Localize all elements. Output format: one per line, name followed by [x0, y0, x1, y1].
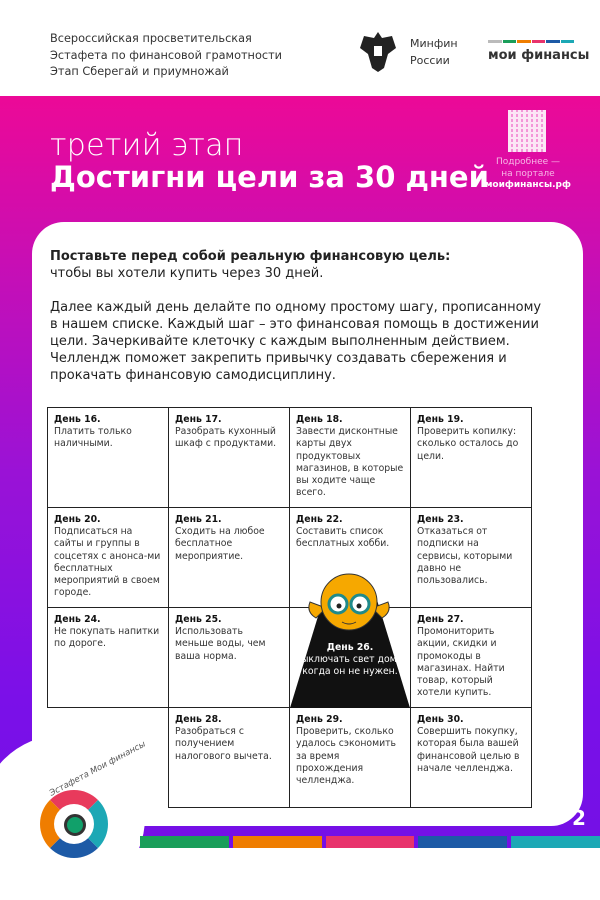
minfin-label	[410, 35, 458, 69]
intro-body: Далее каждый день делайте по одному простому шагу, прописанному в нашем списке. Каждый шаг – это финансовая помощь в достижении цели. Зачеркивайте клеточку с каждым выполненным действием. Челлендж поможет закрепить привычку создавать сбережения и прокачать финансовую самодисциплину.	[50, 300, 542, 383]
page-number: 2	[572, 806, 586, 830]
brand-bar-segment	[517, 40, 531, 43]
brand-color-bar	[488, 40, 574, 43]
day-label: День 21.	[175, 514, 222, 525]
more-text: Подробнее —	[495, 157, 561, 167]
day-cell[interactable]	[411, 608, 532, 708]
day-cell[interactable]	[48, 408, 169, 508]
color-strip	[140, 836, 600, 848]
strip-segment	[326, 836, 415, 848]
day-label: День 24.	[54, 614, 101, 625]
day-cell[interactable]	[290, 408, 411, 508]
day-label: День 28.	[175, 714, 222, 725]
day-task: Завести дисконтные карты двух продуктовых магазинов, в которые вы ходите чаще всего.	[296, 426, 404, 499]
day-label: День 29.	[296, 714, 343, 725]
day-task: Разобраться с получением налогового вычета.	[175, 726, 272, 762]
day-label: День 16.	[54, 414, 101, 425]
portal-info	[482, 157, 574, 192]
day-cell[interactable]	[411, 708, 532, 808]
day-cell[interactable]	[411, 508, 532, 608]
stage-label: третий этап	[50, 128, 244, 163]
brand-bar-segment	[503, 40, 517, 43]
org-line: Всероссийская просветительская	[50, 32, 252, 45]
day-label: День 27.	[417, 614, 464, 625]
day-cell[interactable]	[411, 408, 532, 508]
relay-logo-text: Эстафета Мои финансы	[47, 739, 148, 799]
day-cell[interactable]	[290, 708, 411, 808]
day-task: Проверить копилку: сколько осталось до цели.	[417, 426, 519, 462]
day-task: Выключать свет дома, когда он не нужен.	[294, 654, 406, 678]
strip-segment	[140, 836, 229, 848]
challenge-grid	[47, 407, 532, 808]
day-task: Сходить на любое бесплатное мероприятие.	[175, 526, 265, 562]
day-label: День 25.	[175, 614, 222, 625]
day-label: День 23.	[417, 514, 464, 525]
org-line: Этап Сберегай и приумножай	[50, 65, 229, 78]
day-task: Промониторить акции, скидки и промокоды в магазинах. Найти товар, который хотели купить.	[417, 626, 505, 699]
day-task: Совершить покупку, которая была вашей финансовой целью в начале челленджа.	[417, 726, 520, 774]
day-task: Разобрать кухонный шкаф с продуктами.	[175, 426, 277, 450]
brand-bar-segment	[561, 40, 575, 43]
day-task: Подписаться на сайты и группы в соцсетях с анонса-ми бесплатных мероприятий в своем городе.	[54, 526, 161, 599]
day-label: День 17.	[175, 414, 222, 425]
org-line: Эстафета по финансовой грамотности	[50, 48, 282, 62]
strip-segment	[418, 836, 507, 848]
day-label: День 30.	[417, 714, 464, 725]
day-cell[interactable]	[48, 508, 169, 608]
strip-segment	[233, 836, 322, 848]
organization-text	[50, 31, 282, 81]
day-cell[interactable]	[48, 608, 169, 708]
coin-icon	[64, 814, 86, 836]
qr-code-icon[interactable]	[508, 110, 546, 152]
brand-bar-segment	[546, 40, 560, 43]
intro-lead-bold: Поставьте перед собой реальную финансовую цель:	[50, 249, 451, 264]
minfin-line: Минфин	[410, 37, 458, 50]
day-cell[interactable]	[169, 608, 290, 708]
day-cell[interactable]	[169, 508, 290, 608]
more-text: на портале	[501, 168, 555, 179]
intro-lead: чтобы вы хотели купить через 30 дней.	[50, 266, 324, 281]
eagle-emblem-icon	[358, 28, 398, 74]
day-task: Отказаться от подписки на сервисы, которыми давно не пользовались.	[417, 526, 513, 587]
brand-bar-segment	[532, 40, 546, 43]
strip-segment	[511, 836, 600, 848]
day-task: Проверить, сколько удалось сэкономить за время прохождения челленджа.	[296, 726, 397, 787]
portal-link[interactable]: моифинансы.рф	[485, 180, 571, 190]
day-label: День 26.	[326, 642, 374, 653]
day-task: Использовать меньше воды, чем ваша норма.	[175, 626, 266, 662]
day-label: День 18.	[296, 414, 343, 425]
day-cell[interactable]	[169, 708, 290, 808]
minfin-line: России	[410, 54, 450, 67]
day-label: День 20.	[54, 514, 101, 525]
intro-text	[50, 248, 550, 401]
day-task: Платить только наличными.	[54, 426, 132, 450]
day-task: Не покупать напитки по дороге.	[54, 626, 160, 650]
page-title: Достигни цели за 30 дней	[50, 160, 489, 194]
header	[0, 0, 600, 96]
day-cell[interactable]	[169, 408, 290, 508]
day-task: Составить список бесплатных хобби.	[296, 526, 390, 550]
moi-finansy-logo	[488, 40, 589, 63]
brand-name: мои финансы	[488, 48, 590, 63]
day-label: День 22.	[296, 514, 343, 525]
brand-bar-segment	[488, 40, 502, 43]
day-label: День 19.	[417, 414, 464, 425]
mascot-coin-character-icon	[304, 562, 394, 642]
